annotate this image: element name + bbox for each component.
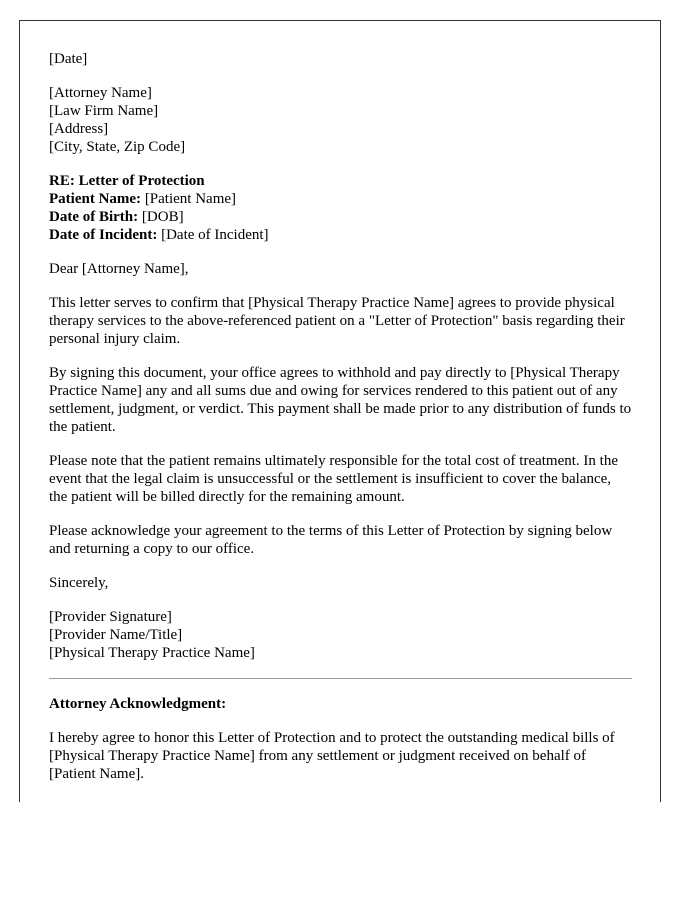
recipient-law-firm: [Law Firm Name] xyxy=(49,103,159,119)
body-paragraph-2: By signing this document, your office agrees to withhold and pay directly to [Physical Therapy Practice Name] any and all sums due and owing for services rendered to this patient out of any settlement, judgment, or verdict. This payment shall be made prior to any distribution of funds to the patient. xyxy=(49,365,632,435)
body-paragraph-3: Please note that the patient remains ultimately responsible for the total cost of treatment. In the event that the legal claim is unsuccessful or the settlement is insufficient to cover the balance, the patient will be billed directly for the remaining amount. xyxy=(49,453,618,505)
re-patient-line xyxy=(49,190,632,208)
re-subject: RE: Letter of Protection xyxy=(49,173,205,189)
provider-signature: [Provider Signature] xyxy=(49,609,172,625)
acknowledgment-heading: Attorney Acknowledgment: xyxy=(49,696,227,712)
re-dob-value: [DOB] xyxy=(138,209,184,225)
re-block xyxy=(49,172,632,244)
re-incident-value: [Date of Incident] xyxy=(157,227,269,243)
signature-block xyxy=(49,608,632,662)
salutation: Dear [Attorney Name], xyxy=(49,261,189,277)
recipient-address: [Address] xyxy=(49,121,109,137)
re-dob-line xyxy=(49,208,632,226)
body-paragraph-4: Please acknowledge your agreement to the terms of this Letter of Protection by signing below and returning a copy to our office. xyxy=(49,523,613,557)
practice-name: [Physical Therapy Practice Name] xyxy=(49,645,255,661)
recipient-attorney-name: [Attorney Name] xyxy=(49,85,152,101)
closing: Sincerely, xyxy=(49,575,109,591)
provider-name-title: [Provider Name/Title] xyxy=(49,627,183,643)
re-dob-label: Date of Birth: xyxy=(49,209,139,225)
recipient-city-state-zip: [City, State, Zip Code] xyxy=(49,139,186,155)
recipient-address-block xyxy=(49,84,632,156)
letter-date-block xyxy=(49,50,632,68)
acknowledgment-text: I hereby agree to honor this Letter of Protection and to protect the outstanding medical bills of [Physical Therapy Practice Name] from any settlement or judgment received on behalf of [Patient Name]. xyxy=(49,730,615,782)
letter-date: [Date] xyxy=(49,51,88,67)
re-incident-label: Date of Incident: xyxy=(49,227,158,243)
re-patient-value: [Patient Name] xyxy=(141,191,237,207)
body-paragraph-1: This letter serves to confirm that [Physical Therapy Practice Name] agrees to provide physical therapy services to the above-referenced patient on a "Letter of Protection" basis regarding their personal injury claim. xyxy=(49,295,625,347)
letter-page xyxy=(19,20,661,802)
re-patient-label: Patient Name: xyxy=(49,191,142,207)
section-divider xyxy=(49,678,632,679)
re-incident-line xyxy=(49,226,632,244)
